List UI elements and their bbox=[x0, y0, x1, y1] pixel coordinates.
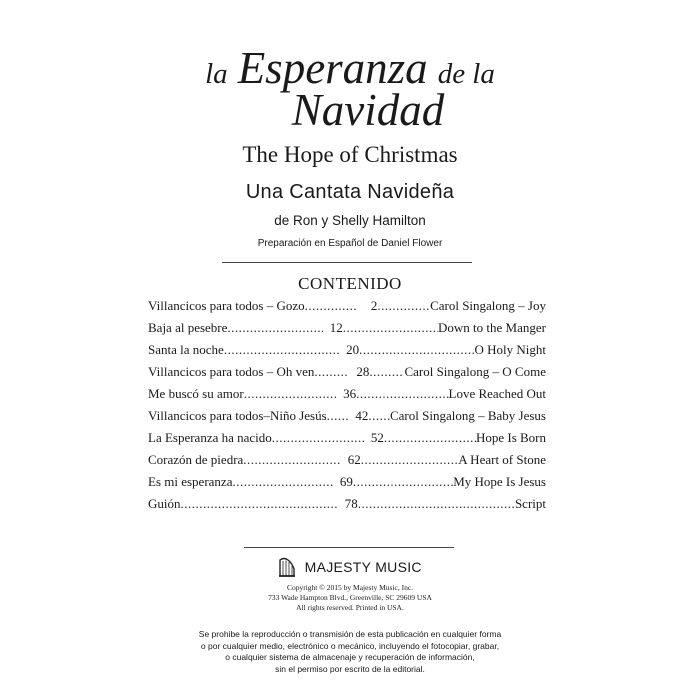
toc-leader bbox=[353, 474, 453, 490]
toc-page-number: 2 bbox=[370, 298, 378, 313]
legal-line: o cualquier sistema de almacenaje y recuperación de información, bbox=[225, 652, 475, 662]
toc-spanish-title: Villancicos para todos – Gozo bbox=[148, 298, 305, 313]
subtitle-english: The Hope of Christmas bbox=[242, 142, 458, 167]
contents-heading: CONTENIDO bbox=[298, 274, 402, 293]
toc-spanish-title: Baja al pesebre bbox=[148, 320, 228, 335]
toc-page-number: 36 bbox=[343, 386, 357, 401]
toc-leader bbox=[232, 474, 332, 490]
publisher-name: MAJESTY MUSIC bbox=[304, 559, 422, 575]
toc-leader bbox=[181, 496, 338, 512]
toc-english-title: A Heart of Stone bbox=[458, 452, 546, 467]
toc-row bbox=[148, 496, 546, 518]
toc-row bbox=[148, 408, 546, 430]
toc-page-number: 62 bbox=[347, 452, 361, 467]
toc-leader bbox=[327, 408, 349, 424]
toc-leader bbox=[377, 298, 430, 314]
toc-english-title: Carol Singalong – Joy bbox=[430, 298, 546, 313]
toc-spanish-title: Corazón de piedra bbox=[148, 452, 244, 467]
title-article: la bbox=[205, 58, 228, 90]
toc-spanish-title: Santa la noche bbox=[148, 342, 224, 357]
authors-credit: de Ron y Shelly Hamilton bbox=[274, 213, 426, 228]
toc-leader bbox=[368, 408, 390, 424]
toc-leader bbox=[314, 364, 349, 380]
toc-row bbox=[148, 342, 546, 364]
publisher-logo bbox=[0, 557, 700, 577]
title-connector: de la bbox=[437, 58, 495, 90]
copyright-line: Copyright © 2015 by Majesty Music, Inc. bbox=[286, 583, 414, 592]
toc-spanish-title: Villancicos para todos – Oh ven bbox=[148, 364, 315, 379]
title-main-word-2: Navidad bbox=[291, 85, 445, 135]
toc-page-number: 20 bbox=[346, 342, 360, 357]
cantata-subtitle: Una Cantata Navideña bbox=[245, 181, 455, 203]
toc-spanish-title: Es mi esperanza bbox=[148, 474, 233, 489]
toc-row bbox=[148, 386, 546, 408]
toc-page-number: 78 bbox=[344, 496, 358, 511]
divider-top bbox=[222, 262, 472, 263]
toc-page-number: 52 bbox=[370, 430, 384, 445]
divider-bottom bbox=[244, 547, 454, 548]
preparation-credit: Preparación en Español de Daniel Flower bbox=[257, 238, 443, 249]
toc-leader bbox=[361, 452, 458, 468]
copyright-notice bbox=[0, 583, 700, 613]
toc-english-title: Love Reached Out bbox=[448, 386, 546, 401]
toc-leader bbox=[227, 320, 322, 336]
toc-english-title: Down to the Manger bbox=[438, 320, 546, 335]
toc-spanish-title: Villancicos para todos–Niño Jesús bbox=[148, 408, 327, 423]
table-of-contents bbox=[148, 298, 546, 518]
toc-leader bbox=[384, 430, 476, 446]
toc-leader bbox=[369, 364, 404, 380]
toc-leader bbox=[356, 386, 448, 402]
toc-row bbox=[148, 474, 546, 496]
toc-page-number: 69 bbox=[339, 474, 353, 489]
toc-row bbox=[148, 364, 546, 386]
toc-spanish-title: Guión bbox=[148, 496, 181, 511]
toc-english-title: O Holy Night bbox=[474, 342, 546, 357]
toc-leader bbox=[224, 342, 339, 358]
toc-leader bbox=[358, 496, 515, 512]
toc-row bbox=[148, 298, 546, 320]
copyright-line: All rights reserved. Printed in USA. bbox=[296, 603, 404, 612]
toc-row bbox=[148, 430, 546, 452]
toc-leader bbox=[305, 298, 358, 314]
toc-spanish-title: Me buscó su amor bbox=[148, 386, 244, 401]
toc-leader bbox=[244, 386, 336, 402]
title-main-word-1: Esperanza bbox=[237, 43, 428, 93]
copyright-line: 733 Wade Hampton Blvd., Greenville, SC 29609 USA bbox=[268, 593, 432, 602]
toc-english-title: Script bbox=[514, 496, 546, 511]
toc-english-title: Hope Is Born bbox=[475, 430, 546, 445]
toc-spanish-title: La Esperanza ha nacido bbox=[148, 430, 272, 445]
toc-leader bbox=[243, 452, 340, 468]
legal-notice bbox=[0, 629, 700, 675]
legal-line: Se prohibe la reproducción o transmisión de esta publicación en cualquier forma bbox=[198, 629, 502, 639]
legal-line: sin el permiso por escrito de la editorial. bbox=[275, 663, 425, 674]
toc-page-number: 42 bbox=[355, 408, 369, 423]
toc-english-title: Carol Singalong – O Come bbox=[404, 364, 546, 379]
toc-english-title: My Hope Is Jesus bbox=[453, 474, 546, 489]
legal-line: o por cualquier medio, electrónico o mecánico, incluyendo el fotocopiar, grabar, bbox=[200, 640, 500, 651]
toc-leader bbox=[359, 342, 474, 358]
harp-logo-icon bbox=[278, 557, 296, 577]
toc-leader bbox=[272, 430, 364, 446]
toc-page-number: 28 bbox=[356, 364, 370, 379]
toc-english-title: Carol Singalong – Baby Jesus bbox=[389, 408, 546, 423]
toc-page-number: 12 bbox=[329, 320, 343, 335]
toc-row bbox=[148, 320, 546, 342]
toc-row bbox=[148, 452, 546, 474]
toc-leader bbox=[343, 320, 438, 336]
